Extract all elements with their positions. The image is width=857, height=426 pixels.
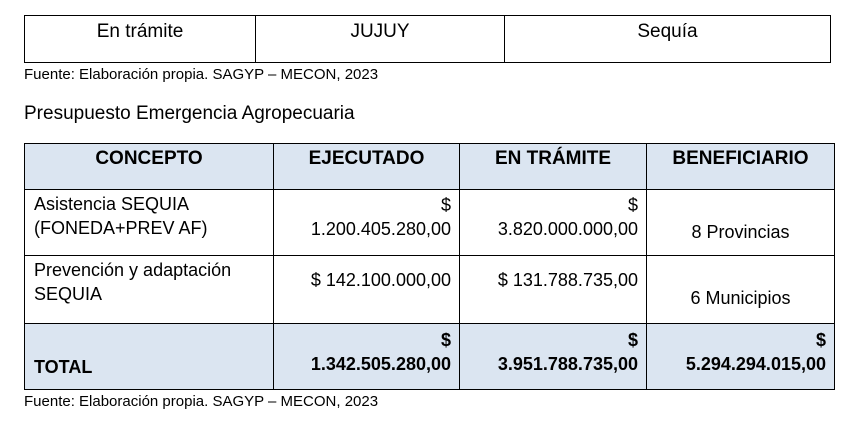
en-tramite-cell: $ 131.788.735,00 [460, 256, 647, 324]
ejecutado-cell: $ 142.100.000,00 [274, 256, 460, 324]
currency-symbol: $ [627, 330, 638, 350]
en-tramite-cell [460, 190, 647, 256]
province-cell: JUJUY [256, 16, 505, 63]
concept-line: SEQUIA [34, 284, 103, 304]
ejecutado-cell [274, 190, 460, 256]
concept-line: Asistencia SEQUIA [34, 194, 190, 214]
header-concepto: CONCEPTO [25, 144, 274, 190]
total-en-tramite-cell [460, 324, 647, 390]
amount-value: 5.294.294.015,00 [685, 354, 826, 374]
table-header-row [25, 144, 835, 190]
event-cell: Sequía [505, 16, 831, 63]
currency-symbol: $ [627, 195, 638, 215]
amount-value: 1.200.405.280,00 [310, 219, 451, 239]
concept-cell [25, 256, 274, 324]
total-beneficiario-cell [647, 324, 835, 390]
table-row [25, 190, 835, 256]
beneficiario-cell: 8 Provincias [647, 190, 835, 256]
total-row [25, 324, 835, 390]
total-ejecutado-cell [274, 324, 460, 390]
concept-line: Prevención y adaptación [34, 260, 232, 280]
header-ejecutado: EJECUTADO [274, 144, 460, 190]
status-table [24, 15, 831, 63]
budget-table [24, 143, 835, 390]
status-cell: En trámite [25, 16, 256, 63]
total-label: TOTAL [25, 324, 274, 390]
amount-value: 1.342.505.280,00 [310, 354, 451, 374]
header-beneficiario: BENEFICIARIO [647, 144, 835, 190]
source-note-bottom: Fuente: Elaboración propia. SAGYP – MECON, 2023 [24, 393, 379, 410]
beneficiario-cell: 6 Municipios [647, 256, 835, 324]
section-title: Presupuesto Emergencia Agropecuaria [24, 103, 355, 124]
header-en-tramite: EN TRÁMITE [460, 144, 647, 190]
table-row [25, 256, 835, 324]
amount-value: 3.951.788.735,00 [497, 354, 638, 374]
amount-value: 3.820.000.000,00 [497, 219, 638, 239]
currency-symbol: $ [815, 330, 826, 350]
table-row [25, 16, 831, 63]
source-note-top: Fuente: Elaboración propia. SAGYP – MECON, 2023 [24, 66, 379, 83]
concept-line: (FONEDA+PREV AF) [34, 218, 208, 238]
currency-symbol: $ [440, 195, 451, 215]
concept-cell [25, 190, 274, 256]
currency-symbol: $ [440, 330, 451, 350]
